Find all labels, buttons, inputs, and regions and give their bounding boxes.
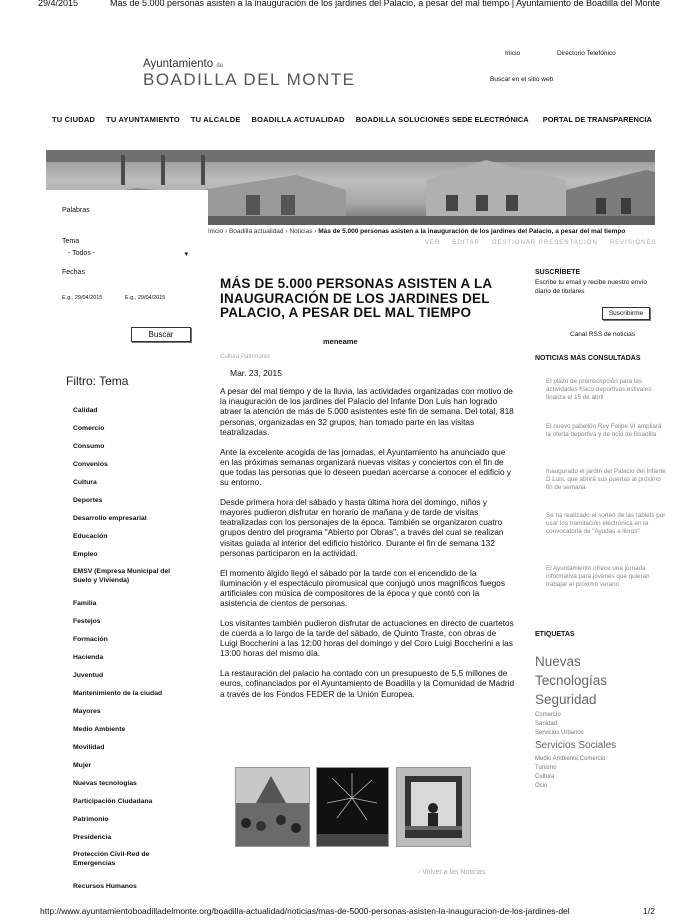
category-item[interactable]: Patrimonio [73, 816, 109, 823]
date-to-hint: E.g., 29/04/2015 [125, 295, 166, 301]
logo-line1[interactable]: Ayuntamiento de [143, 58, 224, 70]
most-read-item[interactable]: Inaugurado el jardín del Palacio del Infante D Luis, que abrirá sus puertas al próximo fin de semana [546, 468, 666, 491]
main-nav [52, 115, 461, 124]
gallery-photo-balcony[interactable] [396, 767, 471, 847]
nav-sede-electronica[interactable]: SEDE ELECTRÓNICA [452, 115, 529, 124]
subscribe-title: SUSCRÍBETE [535, 269, 581, 276]
tag-link[interactable]: Medio Ambiente,Comercio [535, 756, 606, 762]
category-item[interactable]: Participación Ciudadana [73, 798, 153, 805]
category-item[interactable]: Calidad [73, 407, 98, 414]
tool-gestionar[interactable]: GESTIONAR PRESENTACIÓN [491, 240, 598, 246]
tag-link[interactable]: Tecnologías [535, 673, 608, 688]
tema-label: Tema [62, 238, 80, 245]
nav-tu-ciudad[interactable]: TU CIUDAD [52, 115, 96, 124]
breadcrumb-noticias[interactable]: Noticias [289, 228, 313, 235]
search-button[interactable]: Buscar [131, 327, 191, 342]
palabras-input[interactable] [62, 218, 197, 228]
subscribe-email-input[interactable] [535, 307, 567, 318]
article-paragraph: Desde primera hora del sábado y hasta última hora del domingo, niños y mayores pudieron disfrutar en horario de mañana y de tarde de visitas teatralizadas con los personajes de la época. También se organizaron cuatro grupos dentro del programa "Abierto por Obras", a través del cual se realizan visitas guiada al interior del edificio histórico. Durante el fin de semana 132 personas participaron en la actividad. [220, 496, 504, 558]
category-item[interactable]: Hacienda [73, 654, 104, 661]
tag-link[interactable]: Servicios Sociales [535, 740, 617, 751]
category-item[interactable]: Medio Ambiente [73, 726, 126, 733]
category-item[interactable]: Mujer [73, 762, 92, 769]
category-item[interactable]: Presidencia [73, 834, 112, 841]
article-body [220, 386, 515, 708]
most-read-title: NOTICIAS MÁS CONSULTADAS [535, 355, 641, 362]
subscribe-text: Escribe tu email y recibe nuestro envío diario de titulares [535, 279, 647, 295]
article-categories[interactable]: Cultura Patrimonio [220, 354, 270, 360]
footer-url: http://www.ayuntamientoboadilladelmonte.org/boadilla-actualidad/noticias/mas-de-5000-personas-asisten-la-inauguracion-de-los-jardines-del [40, 906, 570, 916]
category-item[interactable]: Empleo [73, 551, 98, 558]
article-date: Mar. 23, 2015 [230, 368, 282, 378]
print-date: 29/4/2015 [38, 0, 79, 8]
nav-boadilla-soluciones[interactable]: BOADILLA SOLUCIONES [355, 115, 450, 124]
category-item[interactable]: Mantenimiento de la ciudad [73, 690, 163, 697]
category-item[interactable]: Formación [73, 636, 108, 643]
directorio-link[interactable]: Directorio Telefónico [557, 50, 616, 57]
date-from-hint: E.g., 29/04/2015 [62, 295, 103, 301]
gallery-photo-fireworks[interactable] [316, 767, 389, 847]
article-paragraph: La restauración del palacio ha contado con un presupuesto de 5,5 millones de euros, cofinanciados por el Ayuntamiento de Boadilla y la Comunidad de Madrid a través de los Fondos FEDER de la Unión Europea. [220, 668, 515, 699]
category-item[interactable]: Desarrollo empresarial [73, 515, 147, 522]
tag-link[interactable]: Nuevas [535, 654, 581, 669]
tag-link[interactable]: Comercio [535, 712, 561, 718]
print-header [0, 0, 693, 8]
tag-link[interactable]: Servicios Urbanos [535, 730, 584, 736]
tag-link[interactable]: Turismo [535, 765, 557, 771]
tool-editar[interactable]: EDITAR [452, 240, 480, 246]
category-item[interactable]: Protección Civil-Red de Emergencias [73, 851, 150, 867]
tool-ver[interactable]: VER [425, 240, 441, 246]
inicio-link[interactable]: Inicio [505, 50, 521, 57]
logo-line2[interactable]: BOADILLA DEL MONTE [143, 70, 356, 89]
article-paragraph: Ante la excelente acogida de las jornadas, el Ayuntamiento ha anunciado que en las próximas semanas organizará nuevas visitas y conciertos con el fin de que todas las personas que lo deseen puedan acercarse a conocer el edificio y su entorno. [220, 446, 512, 488]
palabras-label: Palabras [62, 207, 90, 214]
category-item[interactable]: Juventud [73, 672, 104, 679]
meneame-link[interactable]: meneame [323, 337, 358, 346]
nav-portal-transparencia[interactable]: PORTAL DE TRANSPARENCIA [542, 115, 652, 124]
most-read-item[interactable]: El Ayuntamiento ofrece una jornada informativa para jóvenes que quieran trabajar el próximo verano [546, 565, 650, 588]
site-search-link[interactable]: Buscar en el sitio web [490, 76, 554, 83]
date-to-input[interactable] [125, 279, 175, 289]
breadcrumb: Inicio › Boadilla actualidad › Noticias › Más de 5.000 personas asisten a la inauguración de los jardines del Palacio, a pesar del mal tiempo [208, 228, 626, 235]
category-item[interactable]: Deportes [73, 497, 103, 504]
category-item[interactable]: Cultura [73, 479, 97, 486]
fechas-label: Fechas [62, 269, 85, 276]
tool-revisiones[interactable]: REVISIONES [609, 240, 657, 246]
tags-title: ETIQUETAS [535, 631, 575, 638]
category-item[interactable]: Educación [73, 533, 108, 540]
breadcrumb-current: Más de 5.000 personas asisten a la inauguración de los jardines del Palacio, a pesar del mal tiempo [318, 228, 626, 235]
print-footer [40, 906, 660, 916]
breadcrumb-actualidad[interactable]: Boadilla actualidad [228, 228, 284, 235]
filter-title: Filtro: Tema [66, 374, 129, 388]
page-number: 1/2 [643, 906, 655, 916]
article-paragraph: A pesar del mal tiempo y de la lluvia, las actividades organizadas con motivo de la inauguración de los jardines del Palacio del Infante Don Luis han logrado atraer la atención de más de 5.000 asistentes este fin de semana. Del total, 818 personas, organizadas en 32 grupos, han tomado parte en las visitas teatralizadas. [220, 386, 514, 437]
category-item[interactable]: Convenios [73, 461, 108, 468]
category-item[interactable]: Festejos [73, 618, 101, 625]
nav-tu-alcalde[interactable]: TU ALCALDE [190, 115, 241, 124]
tema-select[interactable] [62, 250, 188, 257]
article-title: MÁS DE 5.000 PERSONAS ASISTEN A LA INAUGURACIÓN DE LOS JARDINES DEL PALACIO, A PESAR DEL MAL TIEMPO [220, 276, 492, 320]
chevron-down-icon: ▾ [184, 251, 188, 258]
article-paragraph: Los visitantes también pudieron disfrutar de actuaciones en directo de cuartetos de cuerda a lo largo de la tarde del sábado, de Quinto Traste, con obras de Luigi Boccherini a las 12:00 horas del domingo y del Coro Luigi Boccherini a las 13:00 horas del mismo día. [220, 617, 514, 659]
secondary-nav [452, 115, 666, 124]
category-list [73, 402, 185, 896]
date-from-input[interactable] [62, 279, 112, 289]
breadcrumb-inicio[interactable]: Inicio [208, 228, 224, 235]
rss-link[interactable]: Canal RSS de noticias [570, 331, 636, 338]
category-item[interactable]: Movilidad [73, 744, 105, 751]
admin-tools [425, 240, 669, 246]
most-read-item[interactable]: Se ha realizado el sorteo de las tablets por usar los tramitación electrónica en la convocatoria de "Ayudas a libros" [546, 512, 666, 535]
nav-tu-ayuntamiento[interactable]: TU AYUNTAMIENTO [106, 115, 180, 124]
category-item[interactable]: Familia [73, 600, 97, 607]
category-item[interactable]: Nuevas tecnologías [73, 780, 137, 787]
nav-boadilla-actualidad[interactable]: BOADILLA ACTUALIDAD [251, 115, 345, 124]
most-read-item[interactable]: El nuevo pabellón Rey Felipe VI ampliará la oferta deportiva y de ocio de Boadilla [546, 423, 662, 438]
print-page-title: Más de 5.000 personas asisten a la inauguración de los jardines del Palacio, a pesar del mal tiempo | Ayuntamiento de Boadilla del Monte [110, 0, 661, 8]
gallery-photo-crowd[interactable] [235, 767, 310, 847]
most-read-item[interactable]: El plazo de preinscripción para las actividades físico-deportivas estivales finaliza el 15 de abril [546, 378, 652, 401]
subscribe-button[interactable]: Suscribirme [602, 307, 650, 320]
category-item[interactable]: Comercio [73, 425, 105, 432]
tag-link[interactable]: Seguridad [535, 692, 597, 707]
category-item[interactable]: EMSV (Empresa Municipal del Suelo y Vivienda) [73, 568, 171, 584]
article-paragraph: El momento álgido llegó el sábado por la tarde con el encendido de la iluminación y el espectáculo piromusical que conjugó unos magníficos fuegos artificiales con música de compositores de la época y que contó con la asistencia de cientos de personas. [220, 567, 506, 609]
tag-link[interactable]: Ocio [535, 783, 548, 789]
category-item[interactable]: Consumo [73, 443, 105, 450]
tag-link[interactable]: Sanidad [535, 721, 558, 727]
tag-link[interactable]: Cultura [535, 774, 555, 780]
category-item[interactable]: Mayores [73, 708, 101, 715]
category-item[interactable]: Recursos Humanos [73, 883, 137, 890]
tema-selected-value: - Todos - [68, 250, 96, 257]
back-to-news-link[interactable]: ‹ Volver a las Noticias [418, 869, 486, 876]
